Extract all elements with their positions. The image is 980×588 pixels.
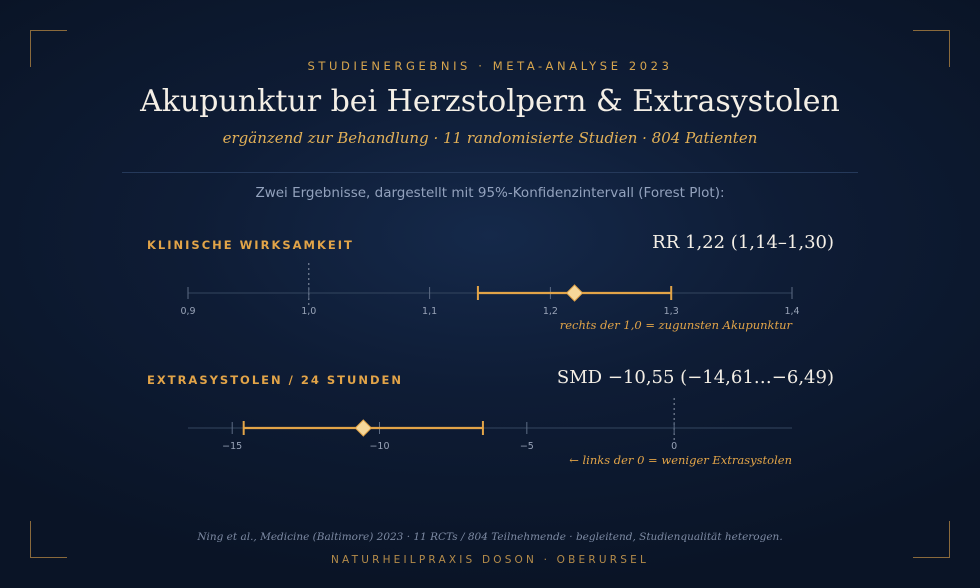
tick-label: 1,2 <box>542 306 558 317</box>
tick-label: 1,3 <box>663 306 679 317</box>
tick-label: 1,4 <box>784 306 800 317</box>
tick-label: 1,1 <box>422 306 438 317</box>
page-subtitle: ergänzend zur Behandlung · 11 randomisierte Studien · 804 Patienten <box>222 129 758 147</box>
source-footnote: Ning et al., Medicine (Baltimore) 2023 · 11 RCTs / 804 Teilnehmende · begleitend, Studienqualität heterogen. <box>197 531 783 543</box>
eyebrow-label: STUDIENERGEBNIS · META-ANALYSE 2023 <box>307 59 673 73</box>
direction-note-extrasystoles: ← links der 0 = weniger Extrasystolen <box>569 453 792 467</box>
point-estimate-diamond <box>355 420 371 436</box>
tick-label: −10 <box>369 441 390 452</box>
page-title: Akupunktur bei Herzstolpern & Extrasystolen <box>140 84 840 119</box>
intro-text: Zwei Ergebnisse, dargestellt mit 95%-Konfidenzintervall (Forest Plot): <box>255 185 725 201</box>
point-estimate-diamond <box>567 285 583 301</box>
tick-label: −5 <box>519 441 534 452</box>
outcome-value-efficacy: RR 1,22 (1,14–1,30) <box>652 232 834 253</box>
tick-label: −15 <box>222 441 243 452</box>
tick-label: 1,0 <box>301 306 317 317</box>
outcome-label-extrasystoles: EXTRASYSTOLEN / 24 STUNDEN <box>147 373 403 387</box>
forest-plot-extrasystoles <box>188 398 792 452</box>
footer-brand: NATURHEILPRAXIS DOSON · OBERURSEL <box>330 554 650 566</box>
outcome-value-extrasystoles: SMD −10,55 (−14,61…−6,49) <box>556 367 834 388</box>
tick-label: 0,9 <box>180 306 196 317</box>
direction-note-efficacy: rechts der 1,0 = zugunsten Akupunktur <box>559 318 792 332</box>
outcome-label-efficacy: KLINISCHE WIRKSAMKEIT <box>147 238 354 252</box>
tick-label: 0 <box>671 441 678 452</box>
forest-plot-efficacy <box>180 263 799 317</box>
